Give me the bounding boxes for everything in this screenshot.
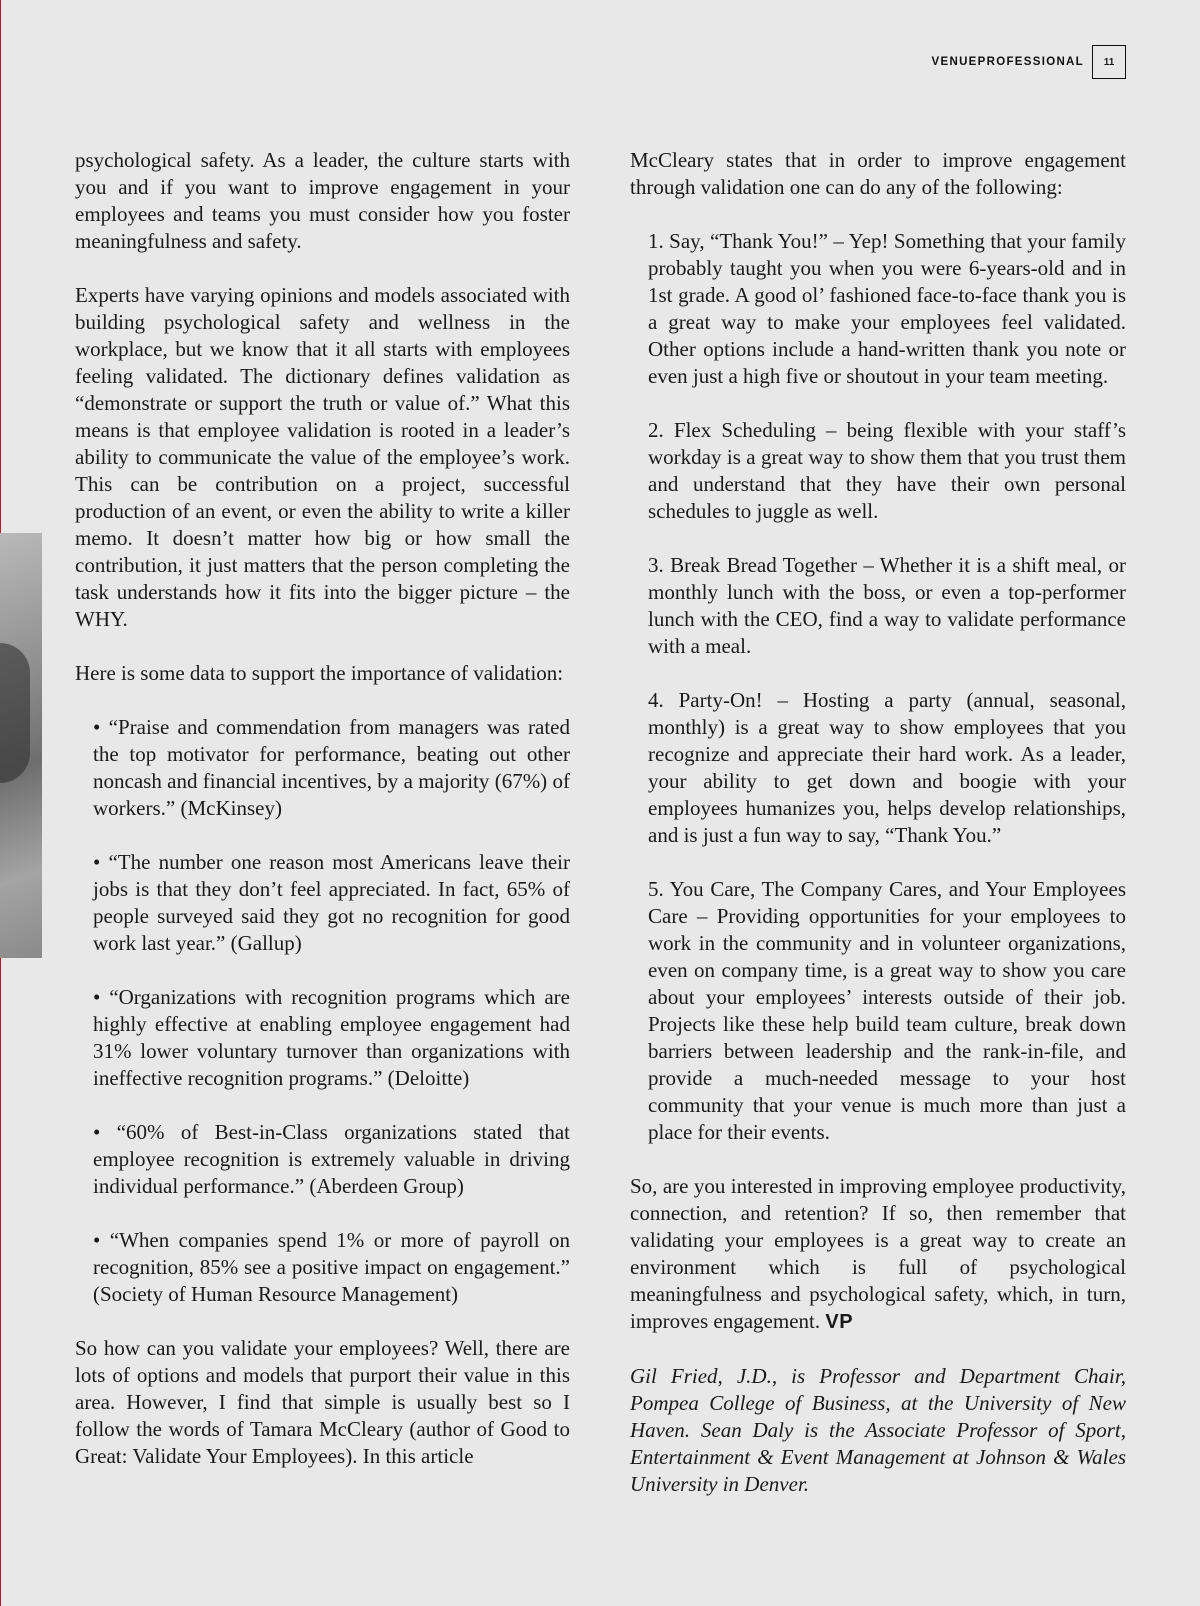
numbered-item: 1. Say, “Thank You!” – Yep! Something that your family probably taught you when you were 6-years-old and in 1st grade. A good ol’ fashioned face-to-face thank you is a great way to make your employees feel validated. Other options include a hand-written thank you note or even just a high five or shoutout in your team meeting.: [648, 229, 1126, 388]
masthead-venue: VENUE: [931, 56, 978, 68]
end-mark-vp: VP: [825, 1311, 854, 1333]
page-number: 11: [1092, 45, 1126, 79]
numbered-item: 2. Flex Scheduling – being flexible with your staff’s workday is a great way to show them that you trust them and understand that they have their own personal schedules to juggle as well.: [648, 418, 1126, 523]
left-column: [75, 147, 570, 1470]
bullet-item: • “60% of Best-in-Class organizations stated that employee recognition is extremely valuable in driving individual performance.” (Aberdeen Group): [93, 1120, 570, 1198]
paragraph: Experts have varying opinions and models associated with building psychological safety and wellness in the workplace, but we know that it all starts with employees feeling validated. The dictionary defines validation as “demonstrate or support the truth or value of.” What this means is that employee validation is rooted in a leader’s ability to communicate the value of the employee’s work. This can be contribution on a project, successful production of an event, or even the ability to write a killer memo. It doesn’t matter how big or how small the contribution, it just matters that the person completing the task understands how it fits into the bigger picture – the WHY.: [75, 283, 570, 631]
paragraph: psychological safety. As a leader, the culture starts with you and if you want to improve engagement in your employees and teams you must consider how you foster meaningfulness and safety.: [75, 148, 570, 253]
numbered-item: 3. Break Bread Together – Whether it is a shift meal, or monthly lunch with the boss, or even a top-performer lunch with the CEO, find a way to validate performance with a meal.: [648, 553, 1126, 658]
author-bio: Gil Fried, J.D., is Professor and Department Chair, Pompea College of Business, at the University of New Haven. Sean Daly is the Associate Professor of Sport, Entertainment & Event Management at Johnson & Wales University in Denver.: [630, 1364, 1126, 1496]
photo-shadow: [0, 643, 30, 783]
numbered-item: 5. You Care, The Company Cares, and Your Employees Care – Providing opportunities for your employees to work in the community and in volunteer organizations, even on company time, is a great way to show you care about your employees’ interests outside of their job. Projects like these help build team culture, break down barriers between leadership and the rank-in-file, and provide a much-needed message to your host community that your venue is much more than just a place for their events.: [648, 877, 1126, 1144]
paragraph: Here is some data to support the importance of validation:: [75, 661, 564, 685]
paragraph: So how can you validate your employees? Well, there are lots of options and models that purport their value in this area. However, I find that simple is usually best so I follow the words of Tamara McCleary (author of Good to Great: Validate Your Employees). In this article: [75, 1336, 570, 1468]
photo-fragment: [0, 533, 42, 958]
bullet-item: • “When companies spend 1% or more of payroll on recognition, 85% see a positive impact on engagement.” (Society of Human Resource Management): [93, 1228, 570, 1306]
masthead: [932, 56, 1084, 68]
bullet-item: • “Praise and commendation from managers was rated the top motivator for performance, beating out other noncash and financial incentives, by a majority (67%) of workers.” (McKinsey): [93, 715, 570, 820]
right-column: [630, 147, 1126, 1498]
conclusion-text: So, are you interested in improving employee productivity, connection, and retention? If so, then remember that validating your employees is a great way to create an environment which is full of psychological meaningfulness and psychological safety, which, in turn, improves engagement.: [630, 1174, 1126, 1333]
bullet-item: • “The number one reason most Americans leave their jobs is that they don’t feel appreciated. In fact, 65% of people surveyed said they got no recognition for good work last year.” (Gallup): [93, 850, 570, 955]
masthead-professional: PROFESSIONAL: [977, 56, 1084, 68]
paragraph: McCleary states that in order to improve engagement through validation one can do any of the following:: [630, 148, 1126, 199]
page-header: [932, 44, 1126, 80]
numbered-item: 4. Party-On! – Hosting a party (annual, seasonal, monthly) is a great way to show employees that you recognize and appreciate their hard work. As a leader, your ability to get down and boogie with your employees humanizes you, helps develop relationships, and is just a fun way to say, “Thank You.”: [648, 688, 1126, 847]
bullet-item: • “Organizations with recognition programs which are highly effective at enabling employee engagement had 31% lower voluntary turnover than organizations with ineffective recognition programs.” (Deloitte): [93, 985, 570, 1090]
conclusion-paragraph: [630, 1173, 1126, 1336]
